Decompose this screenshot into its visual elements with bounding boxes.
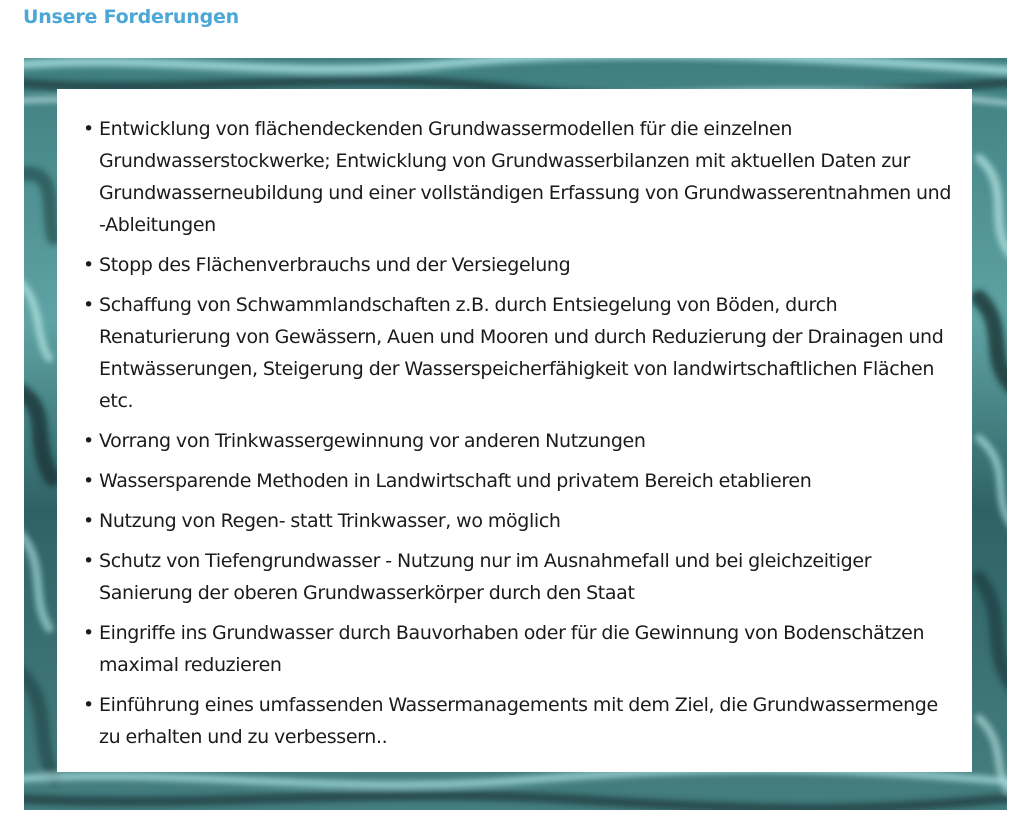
list-item bbox=[82, 505, 957, 537]
bullet-icon: • bbox=[83, 470, 94, 492]
list-item bbox=[82, 617, 957, 681]
list-item bbox=[82, 425, 957, 457]
list-item-text: Stopp des Flächenverbrauchs und der Versiegelung bbox=[99, 254, 571, 276]
list-item-text: Schutz von Tiefengrundwasser - Nutzung nur im Ausnahmefall und bei gleichzeitiger Sanierung der oberen Grundwasserkörper durch den Staat bbox=[99, 550, 872, 604]
bullet-icon: • bbox=[83, 294, 94, 316]
list-item-text: Wassersparende Methoden in Landwirtschaft und privatem Bereich etablieren bbox=[99, 470, 812, 492]
bullet-icon: • bbox=[83, 694, 94, 716]
demands-list bbox=[82, 113, 957, 761]
list-item bbox=[82, 289, 957, 417]
bullet-icon: • bbox=[83, 622, 94, 644]
list-item bbox=[82, 249, 957, 281]
bullet-icon: • bbox=[83, 118, 94, 140]
list-item bbox=[82, 545, 957, 609]
list-item bbox=[82, 465, 957, 497]
list-item-text: Einführung eines umfassenden Wassermanagements mit dem Ziel, die Grundwassermenge zu erhalten und zu verbessern.. bbox=[99, 694, 938, 748]
bullet-icon: • bbox=[83, 510, 94, 532]
list-item-text: Schaffung von Schwammlandschaften z.B. durch Entsiegelung von Böden, durch Renaturierung von Gewässern, Auen und Mooren und durch Reduzierung der Drainagen und Entwässerungen, Steigerung der Wasserspeicherfähigkeit von landwirtschaftlichen Flächen etc. bbox=[99, 294, 944, 412]
list-item-text: Nutzung von Regen- statt Trinkwasser, wo möglich bbox=[99, 510, 561, 532]
list-item-text: Vorrang von Trinkwassergewinnung vor anderen Nutzungen bbox=[99, 430, 646, 452]
list-item-text: Eingriffe ins Grundwasser durch Bauvorhaben oder für die Gewinnung von Bodenschätzen maximal reduzieren bbox=[99, 622, 925, 676]
section-heading: Unsere Forderungen bbox=[23, 6, 239, 28]
list-item bbox=[82, 113, 957, 241]
list-item-text: Entwicklung von flächendeckenden Grundwassermodellen für die einzelnen Grundwasserstockwerke; Entwicklung von Grundwasserbilanzen mit aktuellen Daten zur Grundwasserneubildung und einer vollständigen Erfassung von Grundwasserentnahmen und -Ableitungen bbox=[99, 118, 952, 236]
bullet-icon: • bbox=[83, 430, 94, 452]
list-item bbox=[82, 689, 957, 753]
bullet-icon: • bbox=[83, 254, 94, 276]
demands-panel bbox=[57, 89, 972, 772]
bullet-icon: • bbox=[83, 550, 94, 572]
